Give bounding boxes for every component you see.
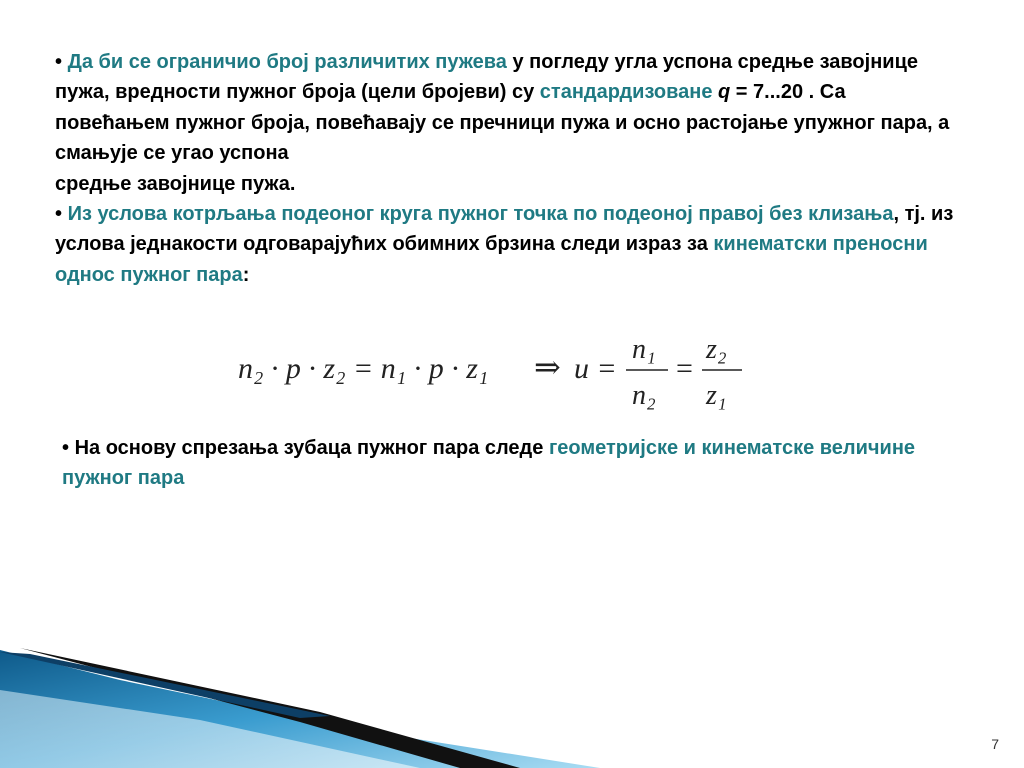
highlight-text: Из услова котрљања подеоног круга пужног точка по подеоној правој без клизања — [67, 203, 894, 226]
body-text: у погледу угла успона средње завојнице пужа, вредности пужног броја (цели бројеви) су — [55, 51, 918, 104]
bullet: • — [62, 437, 70, 459]
highlight-text: стандардизоване — [539, 81, 713, 104]
fraction2-numerator: z₂ — [706, 334, 727, 365]
equals-sign: = — [676, 352, 693, 385]
fraction1-denominator: n₂ — [632, 380, 656, 411]
dark-blue-stripe — [0, 652, 330, 718]
highlight-text: Да би се ограничио број различитих пужева — [67, 51, 507, 73]
paragraph-1 — [55, 47, 955, 290]
body-text: На основу спрезања зубаца пужног пара следе — [74, 437, 549, 459]
paragraph-3 — [62, 433, 962, 494]
black-stripe — [20, 648, 520, 768]
page-number: 7 — [991, 736, 999, 752]
body-text: : — [242, 263, 250, 286]
body-text: средње завојнице пужа. — [55, 172, 296, 195]
body-text: , тј. из услова једнакости одговарајућих обимних брзина следи израз за — [55, 203, 954, 256]
body-text: = 7...20 . Са повећањем пужног броја, повећавају се пречници пужа и осно растојање упужног пара, а смањује се угао успона — [55, 81, 950, 165]
formula-lhs: n₂ · p · z₂ = n₁ · p · z₁ — [238, 352, 489, 385]
formula-u: u = — [574, 352, 617, 385]
bullet: • — [55, 203, 63, 226]
formula-graphic — [236, 328, 756, 418]
variable-q: q — [712, 81, 731, 104]
highlight-text: геометријске и кинематске величине пужног пара — [62, 437, 916, 490]
formula — [236, 328, 756, 418]
highlight-text: кинематски преносни однос пужног пара — [55, 233, 928, 286]
blue-wave — [0, 650, 600, 768]
fraction1-numerator: n₁ — [632, 334, 656, 365]
light-wave — [0, 690, 420, 768]
implies-symbol: ⇒ — [534, 349, 561, 385]
fraction2-denominator: z₁ — [706, 380, 727, 411]
bullet: • — [55, 51, 63, 73]
